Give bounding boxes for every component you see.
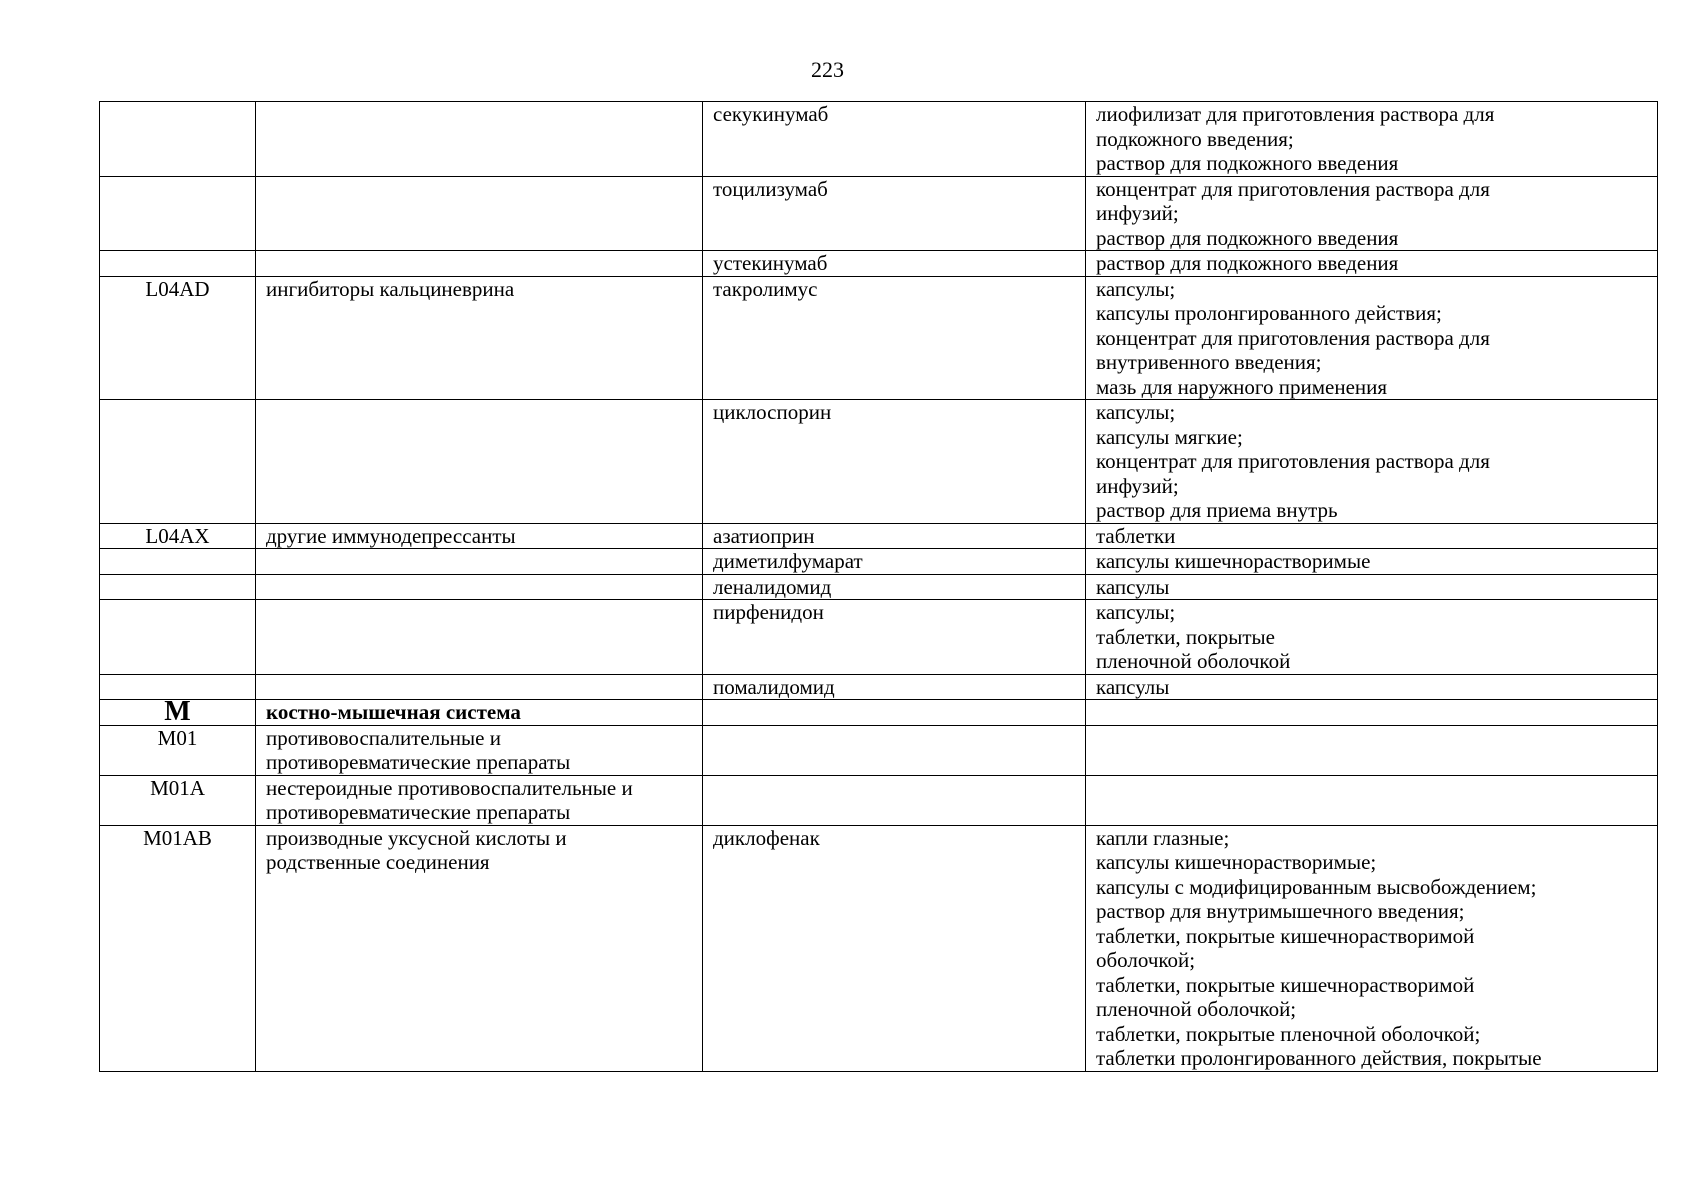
atc-code-cell [100, 725, 256, 775]
group-name-line: противоревматические препараты [266, 800, 571, 824]
atc-code-cell [100, 276, 256, 400]
atc-code-cell [100, 600, 256, 675]
dosage-form-line: капсулы [1096, 674, 1170, 699]
dosage-form-line: лиофилизат для приготовления раствора для [1096, 102, 1495, 126]
anatomical-group-cell [256, 674, 703, 700]
dosage-form-line: пленочной оболочкой; [1096, 997, 1297, 1021]
anatomical-group-cell [256, 549, 703, 575]
dosage-form-line: капсулы; [1096, 600, 1176, 624]
anatomical-group-cell [256, 700, 703, 726]
dosage-forms-cell [1086, 102, 1658, 177]
dosage-forms-cell [1086, 725, 1658, 775]
atc-code-cell [100, 176, 256, 251]
dosage-form-line: капсулы пролонгированного действия; [1096, 301, 1442, 325]
table-row [100, 523, 1658, 549]
dosage-form-line: раствор для подкожного введения [1096, 251, 1399, 275]
table-row [100, 176, 1658, 251]
anatomical-group-cell [256, 176, 703, 251]
page-number: 223 [811, 57, 844, 82]
group-name-line: другие иммунодепрессанты [266, 523, 516, 548]
section-row [100, 700, 1658, 726]
dosage-form-line: капсулы [1096, 574, 1170, 599]
anatomical-group-cell [256, 574, 703, 600]
dosage-form-line: внутривенного введения; [1096, 350, 1322, 374]
dosage-forms-cell [1086, 400, 1658, 524]
drug-name: диклофенак [713, 825, 820, 850]
drug-name: леналидомид [713, 574, 832, 599]
atc-code-cell [100, 825, 256, 1071]
drug-name-cell [703, 400, 1086, 524]
drug-name: тоцилизумаб [713, 176, 828, 201]
anatomical-group-cell [256, 102, 703, 177]
anatomical-group-cell [256, 523, 703, 549]
dosage-form-line: капсулы с модифицированным высвобождением; [1096, 874, 1537, 899]
drug-name: устекинумаб [713, 251, 828, 275]
dosage-form-line: концентрат для приготовления раствора для [1096, 176, 1490, 201]
anatomical-group-cell [256, 276, 703, 400]
drug-name-cell [703, 251, 1086, 277]
atc-code-cell [100, 400, 256, 524]
group-name-line: нестероидные противовоспалительные и [266, 775, 633, 800]
dosage-form-line: капсулы кишечнорастворимые [1096, 549, 1371, 573]
table-row [100, 725, 1658, 775]
drug-name-cell [703, 674, 1086, 700]
dosage-form-line: раствор для приема внутрь [1096, 498, 1338, 522]
dosage-forms-cell [1086, 549, 1658, 575]
dosage-form-line: капсулы кишечнорастворимые; [1096, 850, 1377, 874]
table-row [100, 600, 1658, 675]
dosage-forms-cell [1086, 251, 1658, 277]
dosage-forms-cell [1086, 674, 1658, 700]
dosage-form-line: таблетки, покрытые [1096, 624, 1275, 649]
atc-code-cell [100, 574, 256, 600]
drug-name-cell [703, 176, 1086, 251]
drug-name-cell [703, 574, 1086, 600]
dosage-form-line: капсулы; [1096, 400, 1176, 424]
atc-code-cell [100, 549, 256, 575]
dosage-form-line: пленочной оболочкой [1096, 649, 1291, 673]
dosage-form-line: капсулы; [1096, 276, 1176, 301]
drug-name: такролимус [713, 276, 818, 301]
drug-name: секукинумаб [713, 102, 829, 126]
table-row [100, 400, 1658, 524]
dosage-form-line: раствор для подкожного введения [1096, 151, 1399, 175]
dosage-form-line: инфузий; [1096, 201, 1179, 225]
atc-code: L04AD [145, 276, 210, 301]
group-name-line: производные уксусной кислоты и [266, 825, 567, 850]
drug-name-cell [703, 825, 1086, 1071]
drug-name-cell [703, 600, 1086, 675]
drug-name-cell [703, 523, 1086, 549]
group-name-line: родственные соединения [266, 850, 490, 874]
drug-name-cell [703, 700, 1086, 726]
dosage-forms-cell [1086, 825, 1658, 1071]
drug-name: пирфенидон [713, 600, 824, 624]
atc-code-cell [100, 674, 256, 700]
table-row [100, 674, 1658, 700]
group-name-line: ингибиторы кальциневрина [266, 276, 515, 301]
table-row [100, 825, 1658, 1071]
atc-code-cell [100, 251, 256, 277]
drug-name-cell [703, 725, 1086, 775]
dosage-form-line: инфузий; [1096, 473, 1179, 498]
dosage-forms-cell [1086, 276, 1658, 400]
drug-name-cell [703, 775, 1086, 825]
dosage-form-line: таблетки, покрытые пленочной оболочкой; [1096, 1021, 1481, 1046]
atc-code: M [164, 699, 191, 725]
atc-code: M01 [157, 725, 198, 750]
dosage-forms-cell [1086, 523, 1658, 549]
dosage-form-line: раствор для внутримышечного введения; [1096, 899, 1465, 923]
drug-name: помалидомид [713, 674, 835, 699]
table-row [100, 574, 1658, 600]
dosage-form-line: таблетки, покрытые кишечнорастворимой [1096, 972, 1475, 997]
drug-name: циклоспорин [713, 400, 832, 424]
dosage-form-line: таблетки пролонгированного действия, покрытые [1096, 1046, 1542, 1070]
group-name-line: противовоспалительные и [266, 725, 501, 750]
table-row [100, 102, 1658, 177]
dosage-forms-cell [1086, 700, 1658, 726]
group-name-line: костно-мышечная система [266, 700, 521, 724]
table-row [100, 251, 1658, 277]
atc-code: M01A [150, 775, 205, 800]
atc-code-cell [100, 700, 256, 726]
dosage-forms-cell [1086, 574, 1658, 600]
dosage-form-line: концентрат для приготовления раствора для [1096, 325, 1490, 350]
dosage-form-line: капли глазные; [1096, 825, 1230, 850]
drug-name-cell [703, 276, 1086, 400]
drug-table [99, 101, 1658, 1072]
atc-code-cell [100, 775, 256, 825]
dosage-form-line: раствор для подкожного введения [1096, 225, 1399, 250]
atc-code: M01AB [143, 825, 212, 850]
anatomical-group-cell [256, 775, 703, 825]
dosage-forms-cell [1086, 775, 1658, 825]
table-row [100, 276, 1658, 400]
drug-name-cell [703, 102, 1086, 177]
table-row [100, 775, 1658, 825]
table-row [100, 549, 1658, 575]
dosage-forms-cell [1086, 176, 1658, 251]
anatomical-group-cell [256, 725, 703, 775]
dosage-form-line: концентрат для приготовления раствора для [1096, 449, 1490, 473]
atc-code-cell [100, 102, 256, 177]
drug-name: диметилфумарат [713, 549, 863, 573]
group-name-line: противоревматические препараты [266, 750, 571, 774]
anatomical-group-cell [256, 825, 703, 1071]
anatomical-group-cell [256, 251, 703, 277]
dosage-forms-cell [1086, 600, 1658, 675]
dosage-form-line: оболочкой; [1096, 948, 1196, 972]
dosage-form-line: таблетки, покрытые кишечнорастворимой [1096, 923, 1475, 948]
dosage-form-line: таблетки [1096, 523, 1176, 548]
atc-code: L04AX [145, 523, 210, 548]
table-body [100, 102, 1658, 1072]
atc-code-cell [100, 523, 256, 549]
dosage-form-line: мазь для наружного применения [1096, 374, 1388, 399]
drug-name: азатиоприн [713, 523, 815, 548]
anatomical-group-cell [256, 400, 703, 524]
drug-name-cell [703, 549, 1086, 575]
dosage-form-line: подкожного введения; [1096, 126, 1294, 151]
anatomical-group-cell [256, 600, 703, 675]
dosage-form-line: капсулы мягкие; [1096, 424, 1243, 449]
